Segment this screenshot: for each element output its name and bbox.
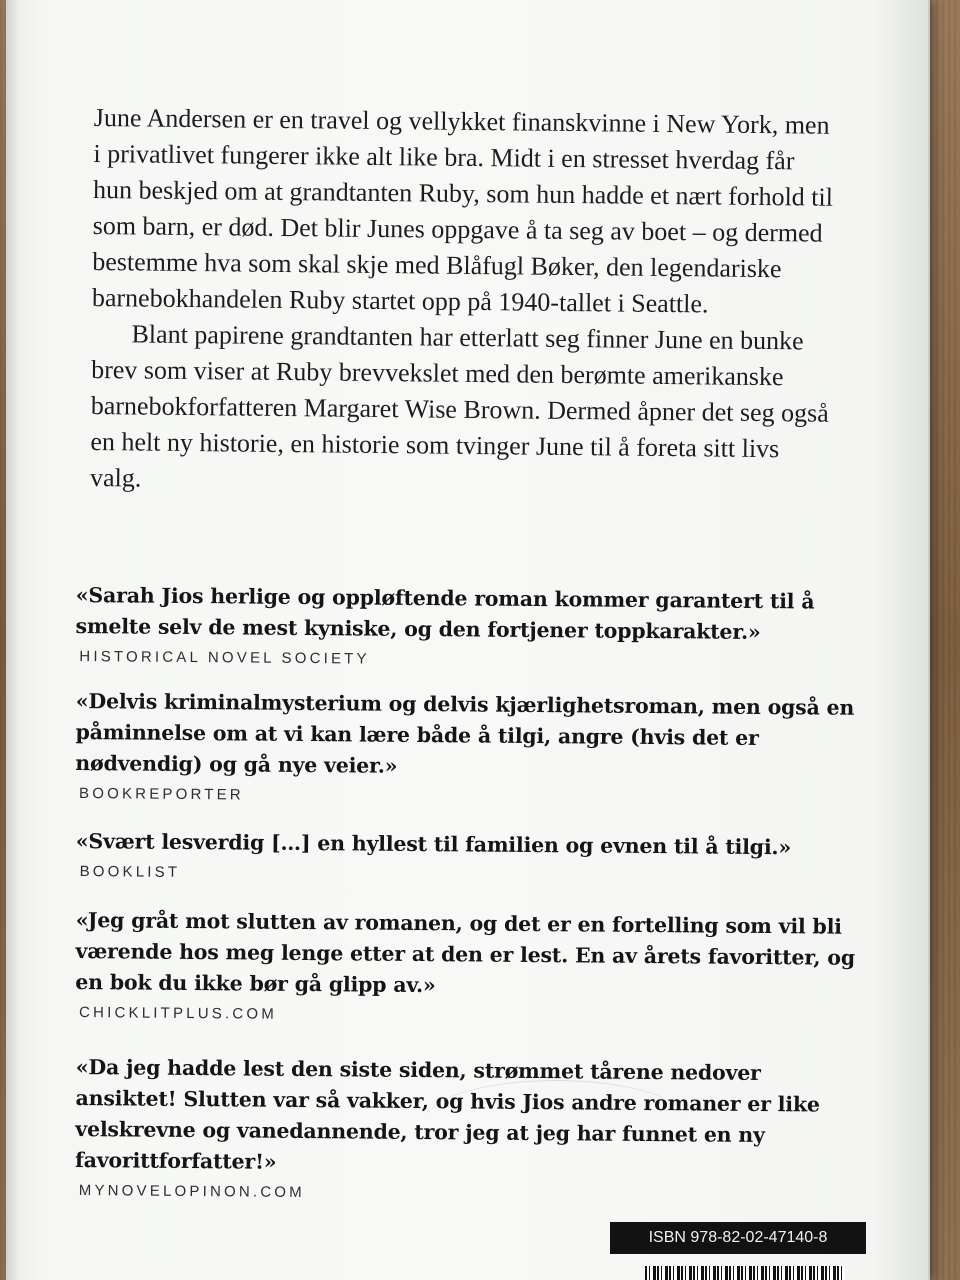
review-quote: «Jeg gråt mot slutten av romanen, og det er en fortelling som vil bli værende hos meg lenge etter at den er lest. En av årets favoritter, og en bok du ikke bør gå glipp av.»: [75, 907, 856, 998]
review-3: [76, 826, 856, 887]
review-1: [75, 580, 856, 672]
book-back-cover: [6, 0, 930, 1280]
blurb-paragraph-1: June Andersen er en travel og vellykket finanskvinne i New York, men i privatlivet fungerer ikke alt like bra. Midt i en stresset hverdag får hun beskjed om at grandtanten Ruby, som hun hadde et nært forhold til som barn, er død. Det blir Junes oppgave å ta seg av boet – og dermed bestemme hva som skal skje med Blåfugl Bøker, den legendariske barnebokhandelen Ruby startet opp på 1940-tallet i Seattle.: [91, 102, 834, 319]
review-source: BOOKREPORTER: [78, 785, 244, 804]
review-source: HISTORICAL NOVEL SOCIETY: [79, 648, 370, 668]
isbn-label: ISBN 978-82-02-47140-8: [610, 1222, 866, 1254]
review-source: MYNOVELOPINON.COM: [78, 1182, 305, 1202]
blurb-paragraph-2: Blant papirene grandtanten har etterlatt seg finner June en bunke brev som viser at Ruby brevvekslet med den berømte amerikanske barnebokforfatteren Margaret Wise Brown. Dermed åpner det seg også en helt ny historie, en historie som tvinger June til å foreta sitt livs valg.: [89, 319, 829, 493]
cover-crease: [426, 1080, 686, 1161]
review-quote: «Delvis kriminalmysterium og delvis kjærlighetsroman, men også en påminnelse om at vi kan lære både å tilgi, angre (hvis det er nødvendig) og gå nye veier.»: [75, 688, 855, 778]
review-source: BOOKLIST: [79, 863, 181, 881]
book-blurb: [90, 100, 834, 504]
review-quote: «Sarah Jios herlige og oppløftende roman kommer garantert til å smelte selv de mest kyniske, og den fortjener toppkarakter.»: [75, 582, 815, 644]
review-4: [75, 905, 856, 1028]
review-source: CHICKLITPLUS.COM: [78, 1004, 278, 1023]
review-quote: «Da jeg hadde lest den siste siden, strømmet tårene nedover ansiktet! Slutten var så vakker, og hvis Jios andre romaner er like velskrevne og vanedannende, tror jeg at jeg har funnet en ny favorittforfatter!»: [74, 1054, 820, 1174]
barcode: [645, 1266, 845, 1280]
review-quote: «Svært lesverdig […] en hyllest til familien og evnen til å tilgi.»: [75, 828, 792, 860]
review-2: [75, 686, 856, 809]
cover-spine-edge: [6, 0, 20, 1280]
